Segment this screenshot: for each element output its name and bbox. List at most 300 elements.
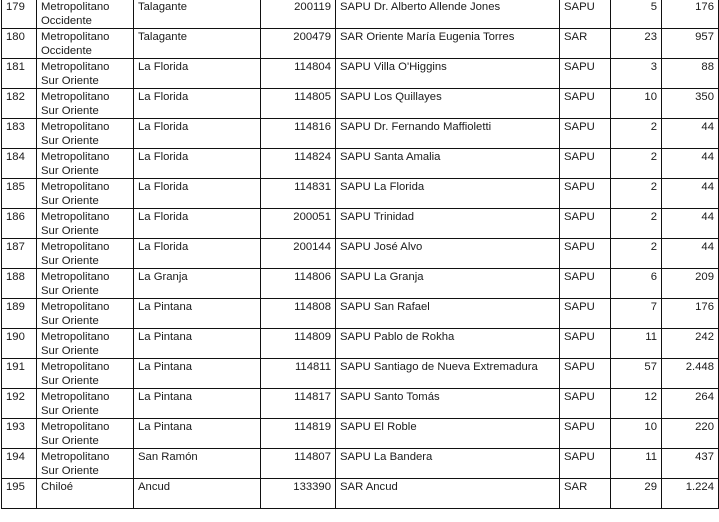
commune-cell-text: Talagante bbox=[138, 31, 187, 43]
code-cell bbox=[261, 179, 336, 209]
code-cell bbox=[261, 299, 336, 329]
region-cell-text: Sur Oriente bbox=[41, 315, 99, 327]
row-number-cell bbox=[2, 479, 37, 509]
code-cell bbox=[261, 329, 336, 359]
region-cell-text: Sur Oriente bbox=[41, 165, 99, 177]
row-number-cell bbox=[2, 29, 37, 59]
code-cell bbox=[261, 419, 336, 449]
code-cell-text: 114804 bbox=[294, 61, 331, 73]
region-cell bbox=[37, 0, 134, 29]
code-cell-text: 200119 bbox=[294, 1, 331, 13]
code-cell-text: 114811 bbox=[294, 361, 331, 373]
value-a-cell-text: 11 bbox=[645, 451, 657, 463]
region-cell bbox=[37, 89, 134, 119]
commune-cell bbox=[134, 239, 261, 269]
value-a-cell-text: 11 bbox=[645, 331, 657, 343]
row-number-cell-text: 195 bbox=[6, 481, 25, 493]
value-b-cell bbox=[662, 359, 719, 389]
row-number-cell-text: 194 bbox=[6, 451, 25, 463]
code-cell bbox=[261, 59, 336, 89]
establishment-cell bbox=[336, 179, 560, 209]
commune-cell bbox=[134, 479, 261, 509]
establishment-cell bbox=[336, 299, 560, 329]
establishment-cell-text: SAPU Trinidad bbox=[340, 211, 415, 223]
region-cell-text: Occidente bbox=[41, 15, 92, 27]
commune-cell-text: La Florida bbox=[138, 61, 189, 73]
region-cell bbox=[37, 479, 134, 509]
code-cell bbox=[261, 209, 336, 239]
code-cell-text: 200144 bbox=[293, 241, 331, 253]
row-number-cell-text: 181 bbox=[6, 61, 25, 73]
region-cell-text: Metropolitano bbox=[41, 91, 110, 103]
establishment-cell-text: SAPU José Alvo bbox=[340, 241, 423, 253]
value-a-cell bbox=[611, 449, 662, 479]
type-cell bbox=[560, 0, 611, 29]
establishment-cell-text: SAPU La Granja bbox=[340, 271, 424, 283]
value-b-cell bbox=[662, 299, 719, 329]
establishment-cell bbox=[336, 0, 560, 29]
commune-cell bbox=[134, 359, 261, 389]
commune-cell-text: La Florida bbox=[138, 151, 189, 163]
value-a-cell bbox=[611, 209, 662, 239]
row-number-cell-text: 179 bbox=[6, 1, 25, 13]
commune-cell-text: La Florida bbox=[138, 91, 189, 103]
type-cell-text: SAPU bbox=[564, 121, 595, 133]
commune-cell bbox=[134, 89, 261, 119]
type-cell bbox=[560, 29, 611, 59]
establishment-cell bbox=[336, 479, 560, 509]
value-a-cell bbox=[611, 29, 662, 59]
row-number-cell bbox=[2, 239, 37, 269]
row-number-cell-text: 189 bbox=[6, 301, 25, 313]
establishment-cell-text: SAPU La Bandera bbox=[340, 451, 433, 463]
value-b-cell bbox=[662, 149, 719, 179]
commune-cell-text: La Pintana bbox=[138, 361, 193, 373]
value-a-cell-text: 5 bbox=[650, 1, 657, 13]
value-b-cell bbox=[662, 89, 719, 119]
region-cell-text: Sur Oriente bbox=[41, 375, 99, 387]
commune-cell-text: La Pintana bbox=[138, 331, 193, 343]
value-b-cell-text: 220 bbox=[695, 421, 714, 433]
code-cell bbox=[261, 449, 336, 479]
region-cell-text: Chiloé bbox=[41, 481, 74, 493]
region-cell bbox=[37, 329, 134, 359]
row-number-cell bbox=[2, 329, 37, 359]
value-b-cell-text: 44 bbox=[701, 181, 714, 193]
establishment-cell bbox=[336, 269, 560, 299]
value-a-cell-text: 2 bbox=[650, 211, 657, 223]
region-cell-text: Sur Oriente bbox=[41, 105, 99, 117]
code-cell bbox=[261, 239, 336, 269]
value-b-cell bbox=[662, 449, 719, 479]
type-cell bbox=[560, 119, 611, 149]
type-cell-text: SAPU bbox=[564, 271, 595, 283]
value-a-cell-text: 29 bbox=[644, 481, 657, 493]
code-cell bbox=[261, 119, 336, 149]
establishment-cell bbox=[336, 89, 560, 119]
commune-cell-text: La Florida bbox=[138, 181, 189, 193]
row-number-cell bbox=[2, 119, 37, 149]
commune-cell bbox=[134, 59, 261, 89]
region-cell-text: Sur Oriente bbox=[41, 135, 99, 147]
commune-cell bbox=[134, 299, 261, 329]
value-a-cell bbox=[611, 59, 662, 89]
code-cell-text: 133390 bbox=[293, 481, 331, 493]
establishment-cell-text: SAPU Los Quillayes bbox=[340, 91, 442, 103]
region-cell-text: Metropolitano bbox=[41, 331, 110, 343]
type-cell-text: SAPU bbox=[564, 451, 595, 463]
value-b-cell-text: 44 bbox=[701, 241, 714, 253]
table-row bbox=[2, 209, 719, 239]
value-b-cell-text: 176 bbox=[695, 301, 714, 313]
type-cell bbox=[560, 329, 611, 359]
code-cell bbox=[261, 149, 336, 179]
region-cell-text: Metropolitano bbox=[41, 31, 110, 43]
table-row bbox=[2, 239, 719, 269]
value-a-cell bbox=[611, 269, 662, 299]
commune-cell-text: La Granja bbox=[138, 271, 188, 283]
code-cell-text: 114816 bbox=[294, 121, 331, 133]
establishment-cell-text: SAPU Santa Amalia bbox=[340, 151, 441, 163]
commune-cell bbox=[134, 0, 261, 29]
value-a-cell bbox=[611, 299, 662, 329]
value-a-cell-text: 2 bbox=[650, 121, 657, 133]
table-row bbox=[2, 59, 719, 89]
value-b-cell-text: 264 bbox=[695, 391, 714, 403]
region-cell bbox=[37, 59, 134, 89]
region-cell-text: Sur Oriente bbox=[41, 75, 99, 87]
region-cell-text: Metropolitano bbox=[41, 121, 110, 133]
table-row bbox=[2, 89, 719, 119]
type-cell bbox=[560, 359, 611, 389]
code-cell-text: 114805 bbox=[294, 91, 331, 103]
establishment-cell bbox=[336, 239, 560, 269]
row-number-cell bbox=[2, 299, 37, 329]
value-a-cell-text: 23 bbox=[644, 31, 657, 43]
type-cell-text: SAPU bbox=[564, 1, 595, 13]
commune-cell bbox=[134, 389, 261, 419]
table-row bbox=[2, 0, 719, 29]
table-row bbox=[2, 479, 719, 509]
region-cell bbox=[37, 179, 134, 209]
value-a-cell-text: 2 bbox=[650, 181, 657, 193]
region-cell bbox=[37, 119, 134, 149]
region-cell bbox=[37, 239, 134, 269]
value-a-cell-text: 57 bbox=[644, 361, 657, 373]
type-cell-text: SAPU bbox=[564, 151, 595, 163]
value-b-cell-text: 88 bbox=[701, 61, 714, 73]
row-number-cell-text: 192 bbox=[6, 391, 25, 403]
table-row bbox=[2, 449, 719, 479]
value-b-cell-text: 209 bbox=[695, 271, 714, 283]
region-cell-text: Occidente bbox=[41, 45, 92, 57]
commune-cell-text: Ancud bbox=[138, 481, 171, 493]
value-b-cell bbox=[662, 179, 719, 209]
table-row bbox=[2, 149, 719, 179]
value-b-cell-text: 176 bbox=[695, 1, 714, 13]
type-cell-text: SAPU bbox=[564, 301, 595, 313]
table-row bbox=[2, 179, 719, 209]
region-cell bbox=[37, 269, 134, 299]
value-b-cell bbox=[662, 209, 719, 239]
code-cell-text: 114808 bbox=[294, 301, 331, 313]
establishment-cell-text: SAPU La Florida bbox=[340, 181, 425, 193]
type-cell-text: SAPU bbox=[564, 331, 595, 343]
row-number-cell bbox=[2, 89, 37, 119]
row-number-cell-text: 183 bbox=[6, 121, 25, 133]
value-b-cell-text: 350 bbox=[695, 91, 714, 103]
type-cell bbox=[560, 89, 611, 119]
establishment-cell-text: SAR Ancud bbox=[340, 481, 398, 493]
region-cell-text: Metropolitano bbox=[41, 181, 110, 193]
table-row bbox=[2, 119, 719, 149]
value-a-cell bbox=[611, 359, 662, 389]
type-cell bbox=[560, 419, 611, 449]
value-a-cell bbox=[611, 119, 662, 149]
code-cell bbox=[261, 359, 336, 389]
row-number-cell bbox=[2, 59, 37, 89]
type-cell bbox=[560, 479, 611, 509]
value-b-cell bbox=[662, 389, 719, 419]
code-cell-text: 200479 bbox=[293, 31, 331, 43]
region-cell bbox=[37, 299, 134, 329]
value-b-cell bbox=[662, 59, 719, 89]
value-b-cell-text: 242 bbox=[695, 331, 714, 343]
region-cell-text: Sur Oriente bbox=[41, 255, 99, 267]
commune-cell bbox=[134, 329, 261, 359]
value-b-cell bbox=[662, 0, 719, 29]
commune-cell-text: La Florida bbox=[138, 211, 189, 223]
type-cell bbox=[560, 269, 611, 299]
establishment-cell-text: SAPU San Rafael bbox=[340, 301, 430, 313]
row-number-cell-text: 180 bbox=[6, 31, 25, 43]
region-cell-text: Metropolitano bbox=[41, 1, 110, 13]
type-cell-text: SAPU bbox=[564, 361, 595, 373]
establishment-cell bbox=[336, 359, 560, 389]
region-cell bbox=[37, 389, 134, 419]
region-cell-text: Metropolitano bbox=[41, 391, 110, 403]
code-cell bbox=[261, 89, 336, 119]
value-a-cell bbox=[611, 479, 662, 509]
row-number-cell bbox=[2, 389, 37, 419]
establishment-cell-text: SAPU Pablo de Rokha bbox=[340, 331, 455, 343]
commune-cell bbox=[134, 149, 261, 179]
establishment-cell bbox=[336, 209, 560, 239]
region-cell bbox=[37, 149, 134, 179]
establishment-cell bbox=[336, 149, 560, 179]
region-cell-text: Metropolitano bbox=[41, 361, 110, 373]
region-cell-text: Metropolitano bbox=[41, 241, 110, 253]
region-cell bbox=[37, 359, 134, 389]
value-a-cell-text: 2 bbox=[650, 241, 657, 253]
value-a-cell bbox=[611, 419, 662, 449]
commune-cell-text: La Pintana bbox=[138, 391, 193, 403]
value-a-cell-text: 3 bbox=[650, 61, 657, 73]
region-cell-text: Sur Oriente bbox=[41, 285, 99, 297]
type-cell bbox=[560, 449, 611, 479]
table-row bbox=[2, 419, 719, 449]
value-b-cell-text: 437 bbox=[695, 451, 714, 463]
commune-cell-text: La Pintana bbox=[138, 301, 193, 313]
region-cell-text: Metropolitano bbox=[41, 421, 110, 433]
region-cell-text: Sur Oriente bbox=[41, 405, 99, 417]
region-cell bbox=[37, 419, 134, 449]
type-cell-text: SAPU bbox=[564, 91, 595, 103]
establishment-cell bbox=[336, 389, 560, 419]
code-cell-text: 114817 bbox=[294, 391, 331, 403]
type-cell bbox=[560, 59, 611, 89]
type-cell bbox=[560, 239, 611, 269]
establishment-cell-text: SAPU Dr. Alberto Allende Jones bbox=[340, 1, 501, 13]
region-cell-text: Sur Oriente bbox=[41, 225, 99, 237]
region-cell-text: Sur Oriente bbox=[41, 435, 99, 447]
establishment-cell bbox=[336, 419, 560, 449]
establishment-cell bbox=[336, 119, 560, 149]
value-a-cell bbox=[611, 0, 662, 29]
value-b-cell bbox=[662, 239, 719, 269]
value-b-cell bbox=[662, 119, 719, 149]
establishment-cell-text: SAPU Santiago de Nueva Extremadura bbox=[340, 361, 538, 373]
type-cell bbox=[560, 209, 611, 239]
row-number-cell-text: 188 bbox=[6, 271, 25, 283]
value-a-cell-text: 2 bbox=[650, 151, 657, 163]
value-b-cell-text: 2.448 bbox=[685, 361, 714, 373]
value-a-cell bbox=[611, 329, 662, 359]
value-b-cell-text: 44 bbox=[701, 121, 714, 133]
value-a-cell bbox=[611, 149, 662, 179]
commune-cell bbox=[134, 269, 261, 299]
row-number-cell bbox=[2, 179, 37, 209]
value-b-cell-text: 44 bbox=[701, 211, 714, 223]
region-cell-text: Sur Oriente bbox=[41, 195, 99, 207]
code-cell-text: 114806 bbox=[294, 271, 331, 283]
establishment-cell-text: SAPU Villa O'Higgins bbox=[340, 61, 447, 73]
table-row bbox=[2, 329, 719, 359]
row-number-cell bbox=[2, 449, 37, 479]
value-a-cell-text: 10 bbox=[644, 91, 657, 103]
row-number-cell-text: 184 bbox=[6, 151, 25, 163]
region-cell-text: Metropolitano bbox=[41, 151, 110, 163]
type-cell-text: SAPU bbox=[564, 61, 595, 73]
value-a-cell-text: 10 bbox=[644, 421, 657, 433]
type-cell bbox=[560, 299, 611, 329]
region-cell-text: Sur Oriente bbox=[41, 465, 99, 477]
code-cell bbox=[261, 269, 336, 299]
code-cell-text: 114809 bbox=[294, 331, 331, 343]
establishment-cell-text: SAPU El Roble bbox=[340, 421, 417, 433]
region-cell-text: Metropolitano bbox=[41, 301, 110, 313]
region-cell-text: Metropolitano bbox=[41, 271, 110, 283]
table-row bbox=[2, 29, 719, 59]
region-cell bbox=[37, 209, 134, 239]
value-b-cell bbox=[662, 419, 719, 449]
value-b-cell-text: 1.224 bbox=[685, 481, 714, 493]
region-cell-text: Sur Oriente bbox=[41, 345, 99, 357]
row-number-cell-text: 185 bbox=[6, 181, 25, 193]
establishment-cell bbox=[336, 449, 560, 479]
type-cell-text: SAR bbox=[564, 481, 588, 493]
commune-cell-text: Talagante bbox=[138, 1, 187, 13]
type-cell-text: SAPU bbox=[564, 241, 595, 253]
value-b-cell bbox=[662, 269, 719, 299]
establishment-cell bbox=[336, 29, 560, 59]
type-cell-text: SAPU bbox=[564, 391, 595, 403]
row-number-cell bbox=[2, 359, 37, 389]
table-row bbox=[2, 389, 719, 419]
value-a-cell-text: 12 bbox=[644, 391, 657, 403]
code-cell bbox=[261, 0, 336, 29]
value-b-cell bbox=[662, 329, 719, 359]
type-cell bbox=[560, 179, 611, 209]
code-cell bbox=[261, 479, 336, 509]
commune-cell bbox=[134, 179, 261, 209]
code-cell bbox=[261, 29, 336, 59]
type-cell-text: SAPU bbox=[564, 421, 595, 433]
value-a-cell bbox=[611, 179, 662, 209]
region-cell-text: Metropolitano bbox=[41, 211, 110, 223]
region-cell-text: Metropolitano bbox=[41, 451, 110, 463]
value-a-cell-text: 7 bbox=[650, 301, 657, 313]
commune-cell-text: La Florida bbox=[138, 241, 189, 253]
row-number-cell bbox=[2, 209, 37, 239]
region-cell-text: Metropolitano bbox=[41, 61, 110, 73]
code-cell-text: 114807 bbox=[294, 451, 331, 463]
type-cell bbox=[560, 389, 611, 419]
table-row bbox=[2, 269, 719, 299]
value-b-cell-text: 44 bbox=[701, 151, 714, 163]
commune-cell bbox=[134, 419, 261, 449]
value-a-cell bbox=[611, 389, 662, 419]
commune-cell bbox=[134, 119, 261, 149]
type-cell bbox=[560, 149, 611, 179]
value-a-cell bbox=[611, 239, 662, 269]
table-row bbox=[2, 299, 719, 329]
row-number-cell bbox=[2, 0, 37, 29]
value-a-cell-text: 6 bbox=[650, 271, 657, 283]
commune-cell-text: San Ramón bbox=[138, 451, 198, 463]
row-number-cell-text: 193 bbox=[6, 421, 25, 433]
code-cell-text: 114819 bbox=[294, 421, 331, 433]
establishment-cell bbox=[336, 59, 560, 89]
region-cell bbox=[37, 29, 134, 59]
commune-cell bbox=[134, 29, 261, 59]
row-number-cell-text: 190 bbox=[6, 331, 25, 343]
type-cell-text: SAR bbox=[564, 31, 588, 43]
code-cell-text: 200051 bbox=[293, 211, 331, 223]
commune-cell bbox=[134, 209, 261, 239]
commune-cell-text: La Florida bbox=[138, 121, 189, 133]
type-cell-text: SAPU bbox=[564, 211, 595, 223]
type-cell-text: SAPU bbox=[564, 181, 595, 193]
row-number-cell-text: 187 bbox=[6, 241, 25, 253]
establishment-cell-text: SAPU Santo Tomás bbox=[340, 391, 440, 403]
commune-cell bbox=[134, 449, 261, 479]
value-a-cell bbox=[611, 89, 662, 119]
table-body bbox=[2, 0, 719, 509]
value-b-cell bbox=[662, 29, 719, 59]
value-b-cell bbox=[662, 479, 719, 509]
code-cell-text: 114824 bbox=[294, 151, 331, 163]
table-row bbox=[2, 359, 719, 389]
value-b-cell-text: 957 bbox=[695, 31, 714, 43]
row-number-cell-text: 191 bbox=[6, 361, 25, 373]
establishment-cell bbox=[336, 329, 560, 359]
data-table bbox=[1, 0, 719, 509]
establishment-cell-text: SAR Oriente María Eugenia Torres bbox=[340, 31, 515, 43]
row-number-cell bbox=[2, 269, 37, 299]
row-number-cell-text: 182 bbox=[6, 91, 25, 103]
row-number-cell-text: 186 bbox=[6, 211, 25, 223]
